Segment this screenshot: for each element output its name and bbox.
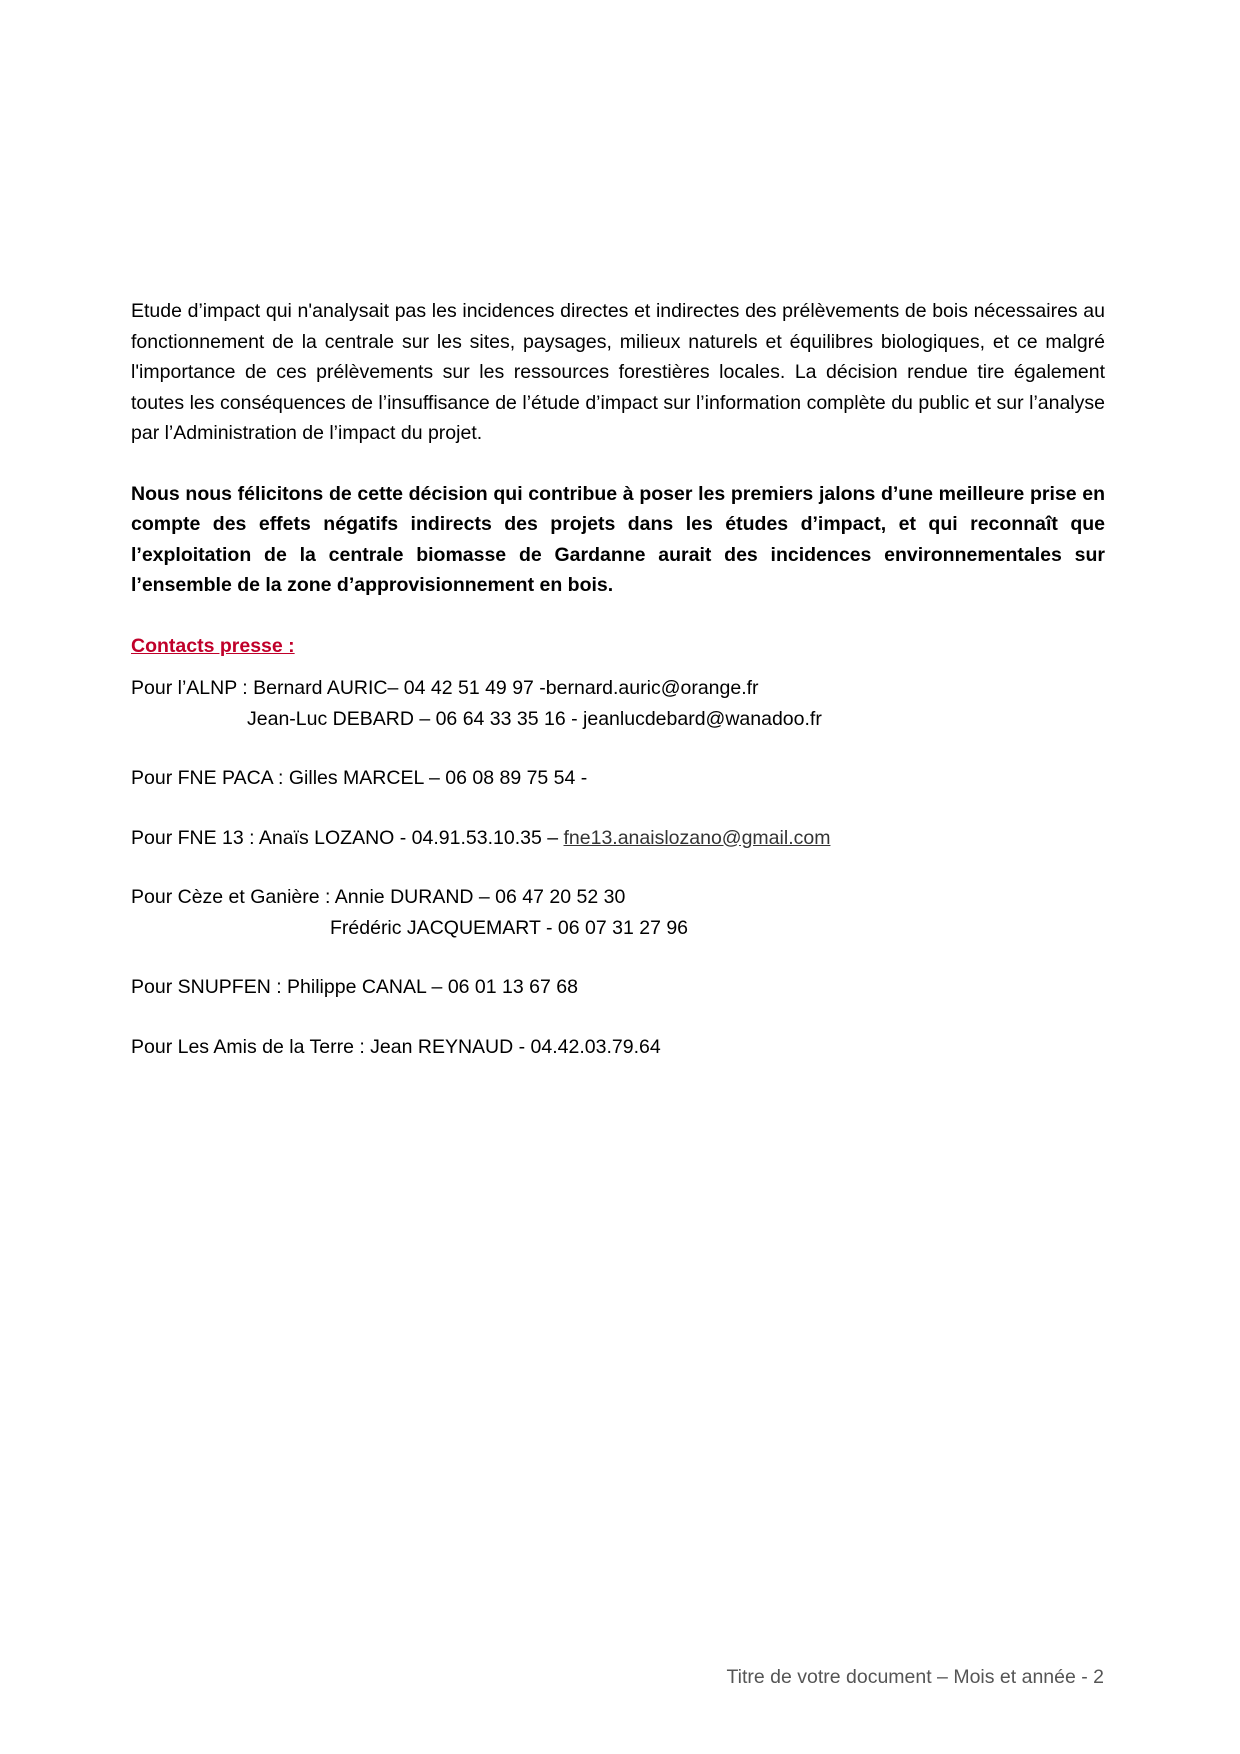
contact-line-fne-paca: Pour FNE PACA : Gilles MARCEL – 06 08 89 75 54 - xyxy=(131,767,588,789)
email-link-fne-13[interactable]: fne13.anaislozano@gmail.com xyxy=(563,826,831,849)
contact-line-ceze-durand: Pour Cèze et Ganière : Annie DURAND – 06 47 20 52 30 xyxy=(131,886,626,908)
contact-line-ceze-jacquemart: Frédéric JACQUEMART - 06 07 31 27 96 xyxy=(330,916,689,939)
body-paragraph-conclusion: Nous nous félicitons de cette décision qui contribue à poser les premiers jalons d’une meilleure prise en compte des effets négatifs indirects des projets dans les études d’impact, et qui reconnaît que l’exploitation de la centrale biomasse de Gardanne aurait des incidences environnementales sur l’ensemble de la zone d’approvisionnement en bois. xyxy=(131,482,1105,596)
body-paragraph-impact-study: Etude d’impact qui n'analysait pas les incidences directes et indirectes des prélèvements de bois nécessaires au fonctionnement de la centrale sur les sites, paysages, milieux naturels et équilibres biologiques, et ce malgré l'importance de ces prélèvements sur les ressources forestières locales. La décision rendue tire également toutes les conséquences de l’insuffisance de l’étude d’impact sur l’information complète du public et sur l’analyse par l’Administration de l’impact du projet. xyxy=(131,300,1105,444)
contact-block-fne-13 xyxy=(131,823,1105,854)
page-footer: Titre de votre document – Mois et année - 2 xyxy=(726,1666,1104,1688)
contact-line-alnp-auric: Pour l’ALNP : Bernard AURIC– 04 42 51 49 97 -bernard.auric@orange.fr xyxy=(131,677,759,699)
contact-line-alnp-debard: Jean-Luc DEBARD – 06 64 33 35 16 - jeanlucdebard@wanadoo.fr xyxy=(247,707,822,730)
contact-line-amis-terre: Pour Les Amis de la Terre : Jean REYNAUD - 04.42.03.79.64 xyxy=(131,1035,661,1058)
document-body xyxy=(131,296,1105,1091)
contacts-heading: Contacts presse : xyxy=(131,634,295,657)
contact-line-fne-13 xyxy=(131,823,1105,854)
contact-block-ceze xyxy=(131,882,1105,943)
contact-block-snupfen xyxy=(131,972,1105,1003)
contact-block-fne-paca xyxy=(131,763,1105,794)
contact-block-amis-terre xyxy=(131,1032,1105,1063)
contact-fne-13-text: Pour FNE 13 : Anaïs LOZANO - 04.91.53.10.35 – xyxy=(131,826,564,849)
contact-line-snupfen: Pour SNUPFEN : Philippe CANAL – 06 01 13 67 68 xyxy=(131,976,578,998)
contact-block-alnp xyxy=(131,673,1105,734)
